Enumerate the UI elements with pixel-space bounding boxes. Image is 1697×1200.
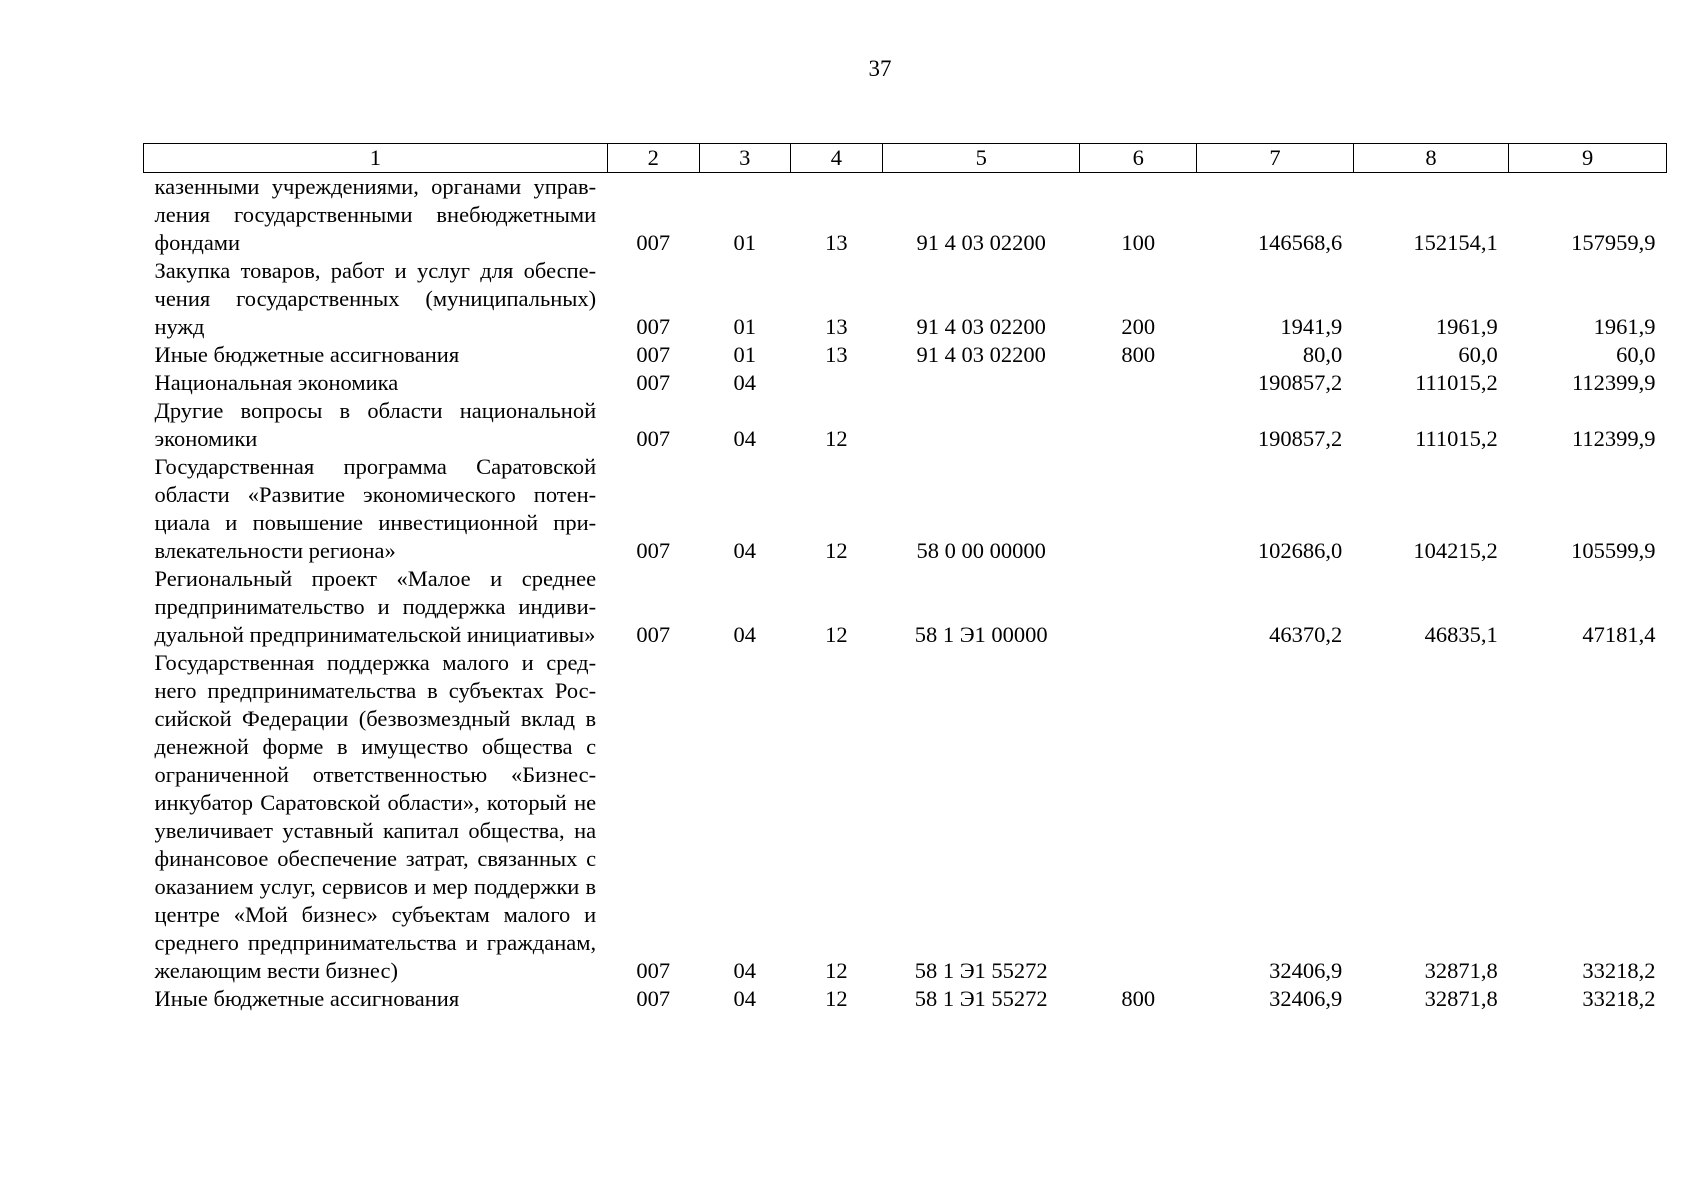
row-col-8: 111015,2 (1415, 370, 1498, 395)
row-col-8: 152154,1 (1413, 230, 1498, 255)
row-col-6 (1080, 369, 1197, 397)
header-cell-3: 3 (699, 144, 790, 173)
row-name: Государственная программа Саратовской области «Развитие экономического потенциала и повышение инвестиционной привлекательности региона» (154, 454, 597, 563)
row-col-4: 12 (825, 958, 848, 983)
row-col-9: 33218,2 (1582, 986, 1656, 1011)
row-name: Государственная поддержка малого и среднего предпринимательства в субъектах Российской Федерации (безвозмездный вклад в денежной форме в имущество общества с ограниченной ответственностью «Бизнес-инкубатор Саратовской области», который не увеличивает уставный капитал общества, на финансовое обеспечение затрат, связанных с оказанием услуг, сервисов и мер поддержки в центре «Мой бизнес» субъектам малого и среднего предпринимательства и гражданам, желающим вести бизнес) (154, 650, 597, 983)
row-col-6 (1080, 649, 1197, 985)
table-row (144, 257, 1667, 341)
row-col-5 (882, 369, 1080, 397)
row-col-7: 190857,2 (1257, 426, 1343, 451)
row-name: Национальная экономика (154, 370, 399, 395)
row-col-3: 04 (733, 426, 757, 451)
row-col-2: 007 (636, 622, 671, 647)
table-row (144, 369, 1667, 397)
budget-table (143, 143, 1667, 1013)
table-row (144, 985, 1667, 1013)
header-cell-5: 5 (882, 144, 1080, 173)
table-header (144, 144, 1667, 173)
row-col-4: 12 (825, 538, 848, 563)
row-col-3: 04 (733, 958, 757, 983)
row-col-7: 146568,6 (1257, 230, 1343, 255)
row-col-2: 007 (636, 426, 671, 451)
row-col-2: 007 (636, 342, 671, 367)
row-col-7: 190857,2 (1257, 370, 1343, 395)
row-col-8: 60,0 (1458, 342, 1498, 367)
row-col-7: 32406,9 (1269, 986, 1343, 1011)
row-col-9: 157959,9 (1571, 230, 1656, 255)
row-name: казенными учреждениями, органами управления государственными внебюджетными фондами (154, 174, 597, 255)
row-col-6: 800 (1121, 986, 1156, 1011)
row-col-6 (1080, 565, 1197, 649)
row-col-4: 12 (825, 622, 848, 647)
row-col-3: 01 (733, 230, 757, 255)
row-col-2: 007 (636, 230, 671, 255)
table-row (144, 341, 1667, 369)
row-col-6 (1080, 453, 1197, 565)
row-col-8: 104215,2 (1413, 538, 1498, 563)
row-col-6 (1080, 397, 1197, 453)
table-row (144, 397, 1667, 453)
row-name: Региональный проект «Малое и среднее предпринимательство и поддержка индивидуальной предпринимательской инициативы» (154, 566, 597, 647)
row-col-6: 800 (1121, 342, 1156, 367)
header-cell-8: 8 (1353, 144, 1509, 173)
row-col-3: 01 (733, 314, 757, 339)
row-col-8: 32871,8 (1424, 986, 1498, 1011)
row-col-5: 58 0 00 00000 (916, 538, 1046, 563)
table-body (144, 173, 1667, 1014)
row-col-3: 04 (733, 370, 757, 395)
header-row (144, 144, 1667, 173)
row-col-2: 007 (636, 538, 671, 563)
row-col-4: 13 (825, 342, 848, 367)
row-col-4: 12 (825, 426, 848, 451)
row-col-9: 112399,9 (1571, 370, 1656, 395)
row-col-8: 1961,9 (1435, 314, 1498, 339)
row-col-5: 58 1 Э1 00000 (914, 622, 1048, 647)
row-col-5: 58 1 Э1 55272 (914, 958, 1048, 983)
header-cell-7: 7 (1197, 144, 1354, 173)
row-col-7: 80,0 (1302, 342, 1343, 367)
row-col-2: 007 (636, 314, 671, 339)
row-col-5: 91 4 03 02200 (916, 342, 1046, 367)
row-name: Закупка товаров, работ и услуг для обеспечения государственных (муниципальных) нужд (154, 258, 597, 339)
row-col-8: 32871,8 (1424, 958, 1498, 983)
row-col-6: 200 (1121, 314, 1156, 339)
row-col-7: 32406,9 (1269, 958, 1343, 983)
row-col-5: 58 1 Э1 55272 (914, 986, 1048, 1011)
table-row (144, 173, 1667, 258)
row-col-3: 04 (733, 986, 757, 1011)
header-cell-2: 2 (607, 144, 699, 173)
row-col-9: 60,0 (1616, 342, 1656, 367)
row-col-2: 007 (636, 958, 671, 983)
row-col-7: 46370,2 (1269, 622, 1343, 647)
row-col-2: 007 (636, 986, 671, 1011)
page-number: 37 (868, 56, 892, 81)
row-col-4: 13 (825, 230, 848, 255)
row-name: Иные бюджетные ассигнования (154, 342, 460, 367)
row-col-9: 47181,4 (1582, 622, 1656, 647)
row-col-2: 007 (636, 370, 671, 395)
row-col-3: 01 (733, 342, 757, 367)
row-col-7: 102686,0 (1257, 538, 1343, 563)
row-col-9: 33218,2 (1582, 958, 1656, 983)
table-row (144, 453, 1667, 565)
row-col-7: 1941,9 (1280, 314, 1343, 339)
row-col-9: 112399,9 (1571, 426, 1656, 451)
header-cell-9: 9 (1509, 144, 1667, 173)
row-col-4: 13 (825, 314, 848, 339)
table-row (144, 649, 1667, 985)
row-col-9: 105599,9 (1571, 538, 1656, 563)
row-col-3: 04 (733, 622, 757, 647)
header-cell-4: 4 (790, 144, 882, 173)
header-cell-6: 6 (1080, 144, 1197, 173)
row-col-5: 91 4 03 02200 (916, 314, 1046, 339)
table-row (144, 565, 1667, 649)
row-col-4 (790, 369, 882, 397)
row-col-8: 46835,1 (1424, 622, 1498, 647)
header-cell-1: 1 (144, 144, 608, 173)
row-col-4: 12 (825, 986, 848, 1011)
row-col-5: 91 4 03 02200 (916, 230, 1046, 255)
row-col-3: 04 (733, 538, 757, 563)
row-name: Другие вопросы в области национальной экономики (154, 398, 597, 451)
row-col-9: 1961,9 (1593, 314, 1656, 339)
row-col-8: 111015,2 (1415, 426, 1498, 451)
row-name: Иные бюджетные ассигнования (154, 986, 460, 1011)
row-col-5 (882, 397, 1080, 453)
row-col-6: 100 (1121, 230, 1156, 255)
